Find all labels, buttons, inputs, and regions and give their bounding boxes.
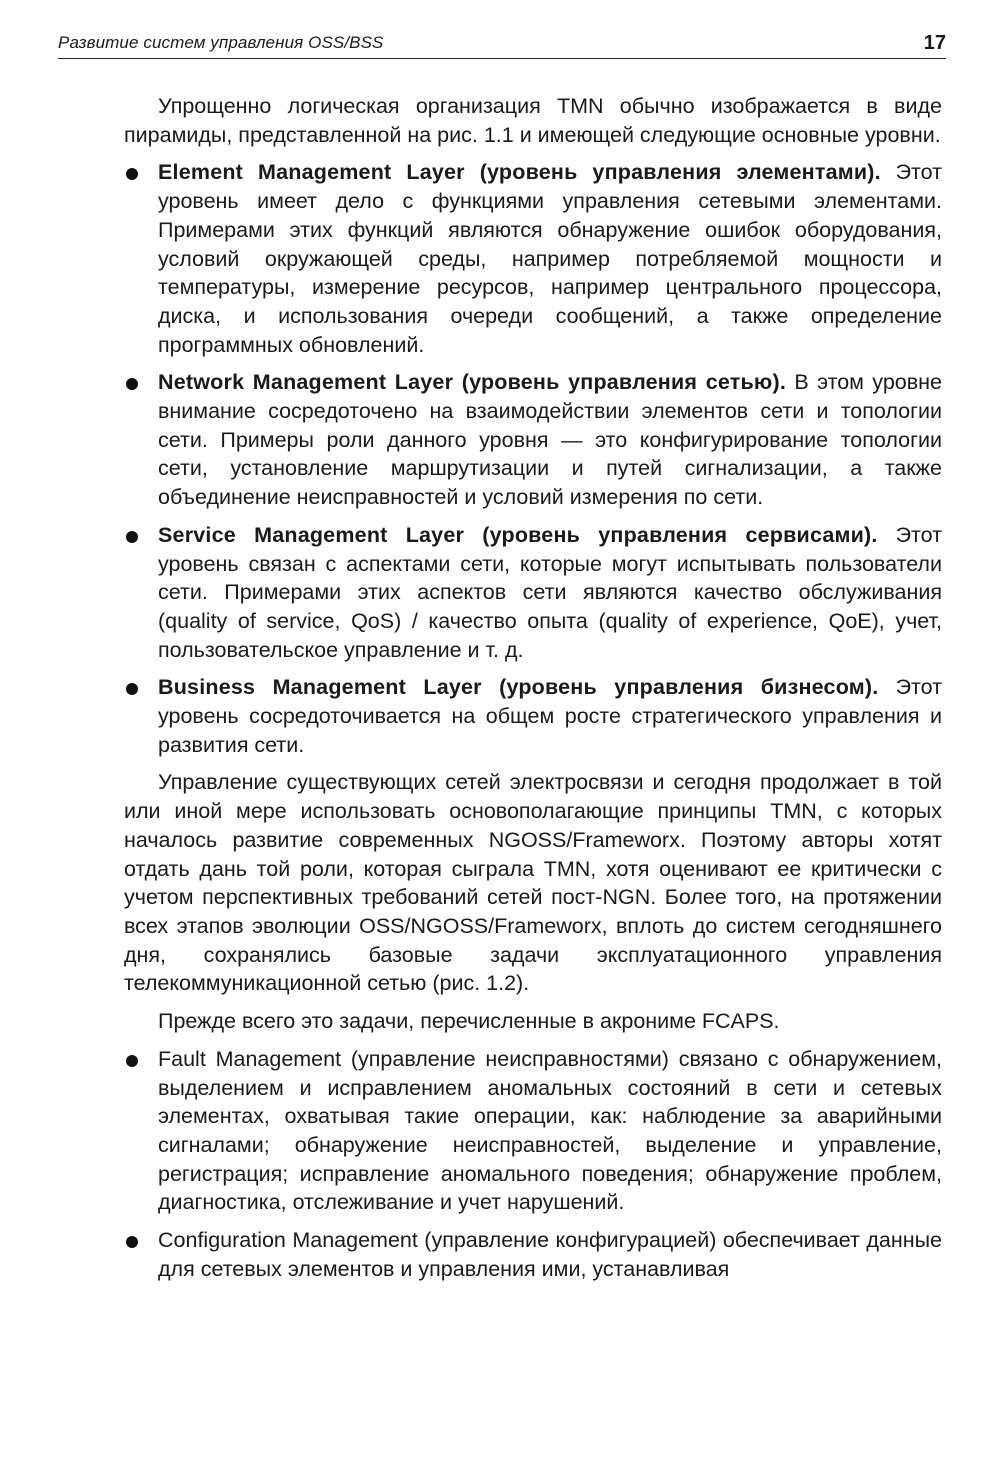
layer-description: Этот уровень сосредоточивается на общем росте стратегического управления и развития сети. bbox=[158, 675, 942, 757]
list-item-element-management bbox=[124, 158, 942, 359]
layer-description: Этот уровень имеет дело с функциями управления сетевыми элементами. Примерами этих функций являются обнаружение ошибок оборудования, условий окружающей среды, например потребляемой мощности и температуры, измерение ресурсов, например центрального процессора, диска, и использования очереди сообщений, а также определение программных обновлений. bbox=[158, 160, 942, 357]
bullet-icon bbox=[126, 531, 138, 543]
layer-description: Этот уровень связан с аспектами сети, которые могут испытывать пользователи сети. Примерами этих аспектов сети являются качество обслуживания (quality of service, QoS) / качество опыта (quality of experience, QoE), учет, пользовательское управление и т. д. bbox=[158, 522, 942, 662]
running-title: Развитие систем управления OSS/BSS bbox=[58, 33, 384, 52]
list-item-service-management bbox=[124, 521, 942, 665]
bullet-icon bbox=[126, 1236, 138, 1248]
bullet-icon bbox=[126, 1055, 138, 1067]
running-header bbox=[58, 30, 946, 59]
fcaps-list bbox=[124, 1045, 942, 1284]
layer-term: Business Management Layer (уровень управления бизнесом). bbox=[158, 675, 879, 700]
list-item-configuration-management bbox=[124, 1226, 942, 1283]
intro-paragraph: Упрощенно логическая организация TMN обычно изображается в виде пирамиды, представленной на рис. 1.1 и имеющей следующие основные уровни. bbox=[124, 94, 942, 147]
bullet-icon bbox=[126, 378, 138, 390]
layer-term: Element Management Layer (уровень управления элементами). bbox=[158, 160, 881, 185]
tmn-paragraph: Управление существующих сетей электросвязи и сегодня продолжает в той или иной мере использовать основополагающие принципы TMN, с которых началось развитие современных NGOSS/Frameworx. Поэтому авторы хотят отдать дань той роли, которая сыграла TMN, хотя оценивают ее критически с учетом перспективных требований сетей пост-NGN. Более того, на протяжении всех этапов эволюции OSS/NGOSS/Frameworx, вплоть до систем сегодняшнего дня, сохранялись базовые задачи эксплуатационного управления телекоммуникационной сетью (рис. 1.2). bbox=[124, 770, 942, 996]
bullet-icon bbox=[126, 683, 138, 695]
fcaps-description: Fault Management (управление неисправностями) связано с обнаружением, выделением и исправлением аномальных состояний в сети и сетевых элементах, охватывая такие операции, как: наблюдение за аварийными сигналами; обнаружение неисправностей, выделение и управление, регистрация; исправление аномального поведения; обнаружение проблем, диагностика, отслеживание и учет нарушений. bbox=[158, 1046, 942, 1215]
list-item-fault-management bbox=[124, 1045, 942, 1217]
list-item-network-management bbox=[124, 368, 942, 512]
layer-term: Service Management Layer (уровень управления сервисами). bbox=[158, 522, 878, 547]
page-body bbox=[124, 92, 942, 1292]
list-item-business-management bbox=[124, 673, 942, 759]
layer-description: В этом уровне внимание сосредоточено на взаимодействии элементов сети и топологии сети. Примеры роли данного уровня — это конфигурирование топологии сети, установление маршрутизации и путей сигнализации, а также объединение неисправностей и условий измерения по сети. bbox=[158, 370, 942, 510]
fcaps-intro-paragraph: Прежде всего это задачи, перечисленные в акрониме FCAPS. bbox=[158, 1009, 780, 1034]
page-number: 17 bbox=[923, 32, 946, 54]
fcaps-description: Configuration Management (управление конфигурацией) обеспечивает данные для сетевых элементов и управления ими, устанавливая bbox=[158, 1228, 942, 1281]
tmn-layers-list bbox=[124, 158, 942, 759]
layer-term: Network Management Layer (уровень управления сетью). bbox=[158, 370, 786, 395]
bullet-icon bbox=[126, 168, 138, 180]
